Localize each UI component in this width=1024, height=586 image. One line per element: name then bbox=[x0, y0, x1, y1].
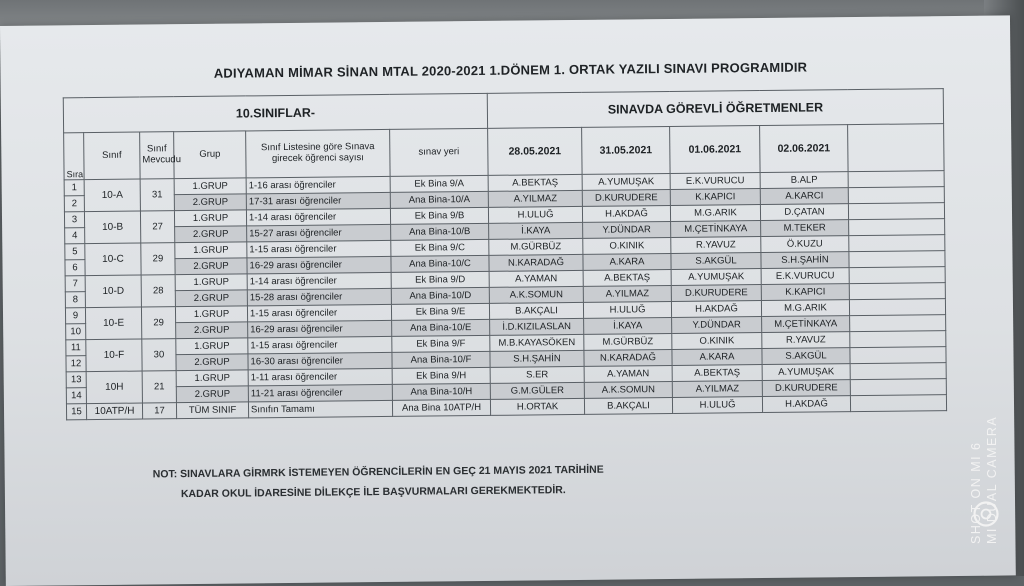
exam-room-cell: Ek Bina 9/C bbox=[391, 239, 489, 256]
row-number: 14 bbox=[66, 388, 86, 404]
class-name: 10-D bbox=[85, 275, 141, 308]
teacher-cell: H.AKDAĞ bbox=[582, 205, 670, 222]
row-number: 3 bbox=[64, 212, 84, 228]
teacher-cell: A.KARA bbox=[672, 349, 762, 366]
teacher-cell: S.H.ŞAHİN bbox=[490, 350, 584, 367]
student-range-cell: 1-14 arası öğrenciler bbox=[247, 272, 391, 290]
student-range-cell: 11-21 arası öğrenciler bbox=[248, 384, 392, 402]
table-body bbox=[64, 171, 947, 420]
teacher-cell: S.ER bbox=[490, 366, 584, 383]
teacher-cell: A.YAMAN bbox=[584, 365, 672, 382]
teacher-cell: H.ULUĞ bbox=[488, 206, 582, 223]
class-name: 10-A bbox=[84, 179, 140, 212]
teacher-cell: K.KAPICI bbox=[670, 189, 760, 206]
group-cell: 2.GRUP bbox=[175, 226, 247, 243]
student-range-cell: 1-16 arası öğrenciler bbox=[246, 176, 390, 194]
exam-room-cell: Ana Bina-10/C bbox=[391, 255, 489, 272]
exam-room-cell: Ek Bina 9/A bbox=[390, 175, 488, 192]
class-size: 31 bbox=[140, 179, 174, 211]
class-size: 30 bbox=[142, 339, 176, 371]
row-number: 5 bbox=[65, 244, 85, 260]
class-name: 10ATP/H bbox=[86, 403, 142, 420]
teacher-cell: D.KURUDERE bbox=[762, 380, 850, 397]
class-size: 21 bbox=[142, 371, 176, 403]
group-cell: 2.GRUP bbox=[175, 258, 247, 275]
header-date-2: 31.05.2021 bbox=[582, 126, 670, 174]
empty-cell bbox=[850, 331, 946, 348]
student-range-cell: 1-11 arası öğrenciler bbox=[248, 368, 392, 386]
footnote bbox=[153, 458, 753, 504]
header-date-3: 01.06.2021 bbox=[670, 126, 760, 174]
header-liste: Sınıf Listesine göre Sınava girecek öğrenci sayısı bbox=[246, 129, 390, 178]
section-right-heading: SINAVDA GÖREVLİ ÖĞRETMENLER bbox=[487, 89, 943, 129]
camera-lens-icon bbox=[972, 500, 1000, 533]
group-cell: TÜM SINIF bbox=[176, 402, 248, 419]
teacher-cell: S.H.ŞAHİN bbox=[761, 252, 849, 269]
student-range-cell: 17-31 arası öğrenciler bbox=[246, 192, 390, 210]
teacher-cell: M.G.ARIK bbox=[761, 300, 849, 317]
teacher-cell: A.YAMAN bbox=[489, 270, 583, 287]
row-number: 7 bbox=[65, 276, 85, 292]
teacher-cell: H.ULUĞ bbox=[583, 301, 671, 318]
exam-room-cell: Ana Bina 10ATP/H bbox=[392, 399, 490, 416]
class-size: 17 bbox=[142, 403, 176, 419]
teacher-cell: A.YILMAZ bbox=[488, 190, 582, 207]
class-name: 10-E bbox=[85, 307, 141, 340]
teacher-cell: A.YILMAZ bbox=[672, 381, 762, 398]
teacher-cell: B.AKÇALI bbox=[489, 302, 583, 319]
exam-room-cell: Ana Bina-10/A bbox=[390, 191, 488, 208]
teacher-cell: Y.DÜNDAR bbox=[583, 221, 671, 238]
watermark-line-1: SHOT ON MI 6 bbox=[969, 441, 983, 544]
header-mevcut: Sınıf Mevcudu bbox=[140, 132, 174, 179]
student-range-cell: 15-28 arası öğrenciler bbox=[247, 288, 391, 306]
teacher-cell: M.TEKER bbox=[761, 220, 849, 237]
group-cell: 2.GRUP bbox=[176, 386, 248, 403]
teacher-cell: M.GÜRBÜZ bbox=[584, 333, 672, 350]
teacher-cell: N.KARADAĞ bbox=[584, 349, 672, 366]
class-size: 28 bbox=[141, 275, 175, 307]
class-name: 10-C bbox=[85, 243, 141, 276]
exam-room-cell: Ana Bina-10/H bbox=[392, 383, 490, 400]
class-size: 29 bbox=[141, 307, 175, 339]
teacher-cell: A.K.SOMUN bbox=[584, 381, 672, 398]
teacher-cell: Ö.KUZU bbox=[761, 236, 849, 253]
teacher-cell: A.BEKTAŞ bbox=[672, 365, 762, 382]
teacher-cell: M.GÜRBÜZ bbox=[489, 238, 583, 255]
empty-cell bbox=[849, 251, 945, 268]
teacher-cell: S.AKGÜL bbox=[671, 253, 761, 270]
teacher-cell: E.K.VURUCU bbox=[761, 268, 849, 285]
footnote-line-1: NOT: SINAVLARA GİRMRK İSTEMEYEN ÖĞRENCİLERİN EN GEÇ 21 MAYIS 2021 TARİHİNE bbox=[152, 463, 604, 481]
group-cell: 1.GRUP bbox=[176, 370, 248, 387]
paper-sheet bbox=[0, 15, 1016, 586]
empty-cell bbox=[850, 379, 946, 396]
teacher-cell: M.ÇETİNKAYA bbox=[762, 316, 850, 333]
footnote-line-2: KADAR OKUL İDARESİNE DİLEKÇE İLE BAŞVURMALARI GEREKMEKTEDİR. bbox=[180, 484, 566, 501]
teacher-cell: A.KARA bbox=[583, 253, 671, 270]
teacher-cell: İ.D.KIZILASLAN bbox=[490, 318, 584, 335]
teacher-cell: İ.KAYA bbox=[489, 222, 583, 239]
header-date-4: 02.06.2021 bbox=[760, 125, 848, 173]
group-cell: 1.GRUP bbox=[175, 242, 247, 259]
student-range-cell: 16-30 arası öğrenciler bbox=[248, 352, 392, 370]
teacher-cell: B.AKÇALI bbox=[584, 397, 672, 414]
teacher-cell: B.ALP bbox=[760, 172, 848, 189]
header-yer: sınav yeri bbox=[390, 128, 488, 176]
group-cell: 2.GRUP bbox=[176, 354, 248, 371]
student-range-cell: 1-15 arası öğrenciler bbox=[247, 304, 391, 322]
teacher-cell: D.KURUDERE bbox=[671, 285, 761, 302]
exam-room-cell: Ana Bina-10/E bbox=[392, 319, 490, 336]
exam-room-cell: Ana Bina-10/F bbox=[392, 351, 490, 368]
teacher-cell: R.YAVUZ bbox=[671, 237, 761, 254]
empty-cell bbox=[849, 219, 945, 236]
row-number: 15 bbox=[66, 404, 86, 420]
student-range-cell: 15-27 arası öğrenciler bbox=[247, 224, 391, 242]
row-number: 9 bbox=[65, 308, 85, 324]
row-number: 2 bbox=[64, 196, 84, 212]
teacher-cell: K.KAPICI bbox=[761, 284, 849, 301]
teacher-cell: H.ORTAK bbox=[490, 398, 584, 415]
exam-room-cell: Ana Bina-10/B bbox=[391, 223, 489, 240]
teacher-cell: E.K.VURUCU bbox=[670, 173, 760, 190]
class-name: 10-B bbox=[84, 211, 140, 244]
teacher-cell: M.ÇETİNKAYA bbox=[671, 221, 761, 238]
row-number: 13 bbox=[66, 372, 86, 388]
teacher-cell: O.KINIK bbox=[672, 333, 762, 350]
group-cell: 2.GRUP bbox=[174, 194, 246, 211]
group-cell: 2.GRUP bbox=[176, 322, 248, 339]
row-number: 10 bbox=[66, 324, 86, 340]
header-sira: Sıra bbox=[64, 133, 84, 180]
teacher-cell: A.YILMAZ bbox=[583, 285, 671, 302]
row-number: 6 bbox=[65, 260, 85, 276]
exam-room-cell: Ek Bina 9/B bbox=[390, 207, 488, 224]
empty-cell bbox=[850, 363, 946, 380]
exam-room-cell: Ek Bina 9/E bbox=[391, 303, 489, 320]
group-cell: 1.GRUP bbox=[174, 178, 246, 195]
teacher-cell: A.BEKTAŞ bbox=[583, 269, 671, 286]
row-number: 12 bbox=[66, 356, 86, 372]
exam-room-cell: Ana Bina-10/D bbox=[391, 287, 489, 304]
empty-cell bbox=[850, 347, 946, 364]
teacher-cell: M.B.KAYASÖKEN bbox=[490, 334, 584, 351]
student-range-cell: 16-29 arası öğrenciler bbox=[248, 320, 392, 338]
teacher-cell: D.ÇATAN bbox=[760, 204, 848, 221]
empty-cell bbox=[849, 235, 945, 252]
empty-cell bbox=[849, 283, 945, 300]
student-range-cell: 1-15 arası öğrenciler bbox=[248, 336, 392, 354]
group-cell: 1.GRUP bbox=[175, 306, 247, 323]
teacher-cell: A.YUMUŞAK bbox=[671, 269, 761, 286]
teacher-cell: O.KINIK bbox=[583, 237, 671, 254]
student-range-cell: 1-15 arası öğrenciler bbox=[247, 240, 391, 258]
teacher-cell: M.G.ARIK bbox=[670, 205, 760, 222]
teacher-cell: A.BEKTAŞ bbox=[488, 174, 582, 191]
document-title: ADIYAMAN MİMAR SİNAN MTAL 2020-2021 1.DÖNEM 1. ORTAK YAZILI SINAVI PROGRAMIDIR bbox=[213, 59, 808, 81]
teacher-cell: A.KARCI bbox=[760, 188, 848, 205]
group-cell: 1.GRUP bbox=[175, 274, 247, 291]
row-number: 1 bbox=[64, 180, 84, 196]
teacher-cell: A.K.SOMUN bbox=[489, 286, 583, 303]
class-name: 10H bbox=[86, 371, 142, 404]
row-number: 8 bbox=[65, 292, 85, 308]
group-cell: 2.GRUP bbox=[175, 290, 247, 307]
teacher-cell: A.YUMUŞAK bbox=[582, 173, 670, 190]
teacher-cell: S.AKGÜL bbox=[762, 348, 850, 365]
group-cell: 1.GRUP bbox=[176, 338, 248, 355]
empty-cell bbox=[849, 299, 945, 316]
teacher-cell: R.YAVUZ bbox=[762, 332, 850, 349]
header-sinif: Sınıf bbox=[84, 132, 140, 180]
header-grup: Grup bbox=[174, 131, 246, 179]
class-size: 29 bbox=[141, 243, 175, 275]
header-blank bbox=[848, 124, 945, 172]
teacher-cell: G.M.GÜLER bbox=[490, 382, 584, 399]
teacher-cell: N.KARADAĞ bbox=[489, 254, 583, 271]
exam-schedule-table bbox=[63, 88, 947, 420]
empty-cell bbox=[849, 267, 945, 284]
class-size: 27 bbox=[140, 211, 174, 243]
student-range-cell: 1-14 arası öğrenciler bbox=[246, 208, 390, 226]
teacher-cell: A.YUMUŞAK bbox=[762, 364, 850, 381]
exam-room-cell: Ek Bina 9/D bbox=[391, 271, 489, 288]
empty-cell bbox=[848, 171, 944, 188]
watermark-line-2: MI DUAL CAMERA bbox=[985, 415, 999, 544]
teacher-cell: H.ULUĞ bbox=[672, 397, 762, 414]
exam-room-cell: Ek Bina 9/F bbox=[392, 335, 490, 352]
student-range-cell: Sınıfın Tamamı bbox=[248, 400, 392, 418]
empty-cell bbox=[850, 395, 946, 412]
row-number: 11 bbox=[66, 340, 86, 356]
empty-cell bbox=[848, 203, 944, 220]
empty-cell bbox=[848, 187, 944, 204]
group-cell: 1.GRUP bbox=[174, 210, 246, 227]
teacher-cell: D.KURUDERE bbox=[582, 189, 670, 206]
teacher-cell: H.AKDAĞ bbox=[671, 301, 761, 318]
row-number: 4 bbox=[65, 228, 85, 244]
teacher-cell: Y.DÜNDAR bbox=[672, 317, 762, 334]
teacher-cell: H.AKDAĞ bbox=[762, 396, 850, 413]
student-range-cell: 16-29 arası öğrenciler bbox=[247, 256, 391, 274]
empty-cell bbox=[850, 315, 946, 332]
exam-room-cell: Ek Bina 9/H bbox=[392, 367, 490, 384]
class-name: 10-F bbox=[86, 339, 142, 372]
section-left-heading: 10.SINIFLAR- bbox=[63, 93, 487, 132]
header-date-1: 28.05.2021 bbox=[488, 127, 582, 175]
teacher-cell: İ.KAYA bbox=[584, 317, 672, 334]
